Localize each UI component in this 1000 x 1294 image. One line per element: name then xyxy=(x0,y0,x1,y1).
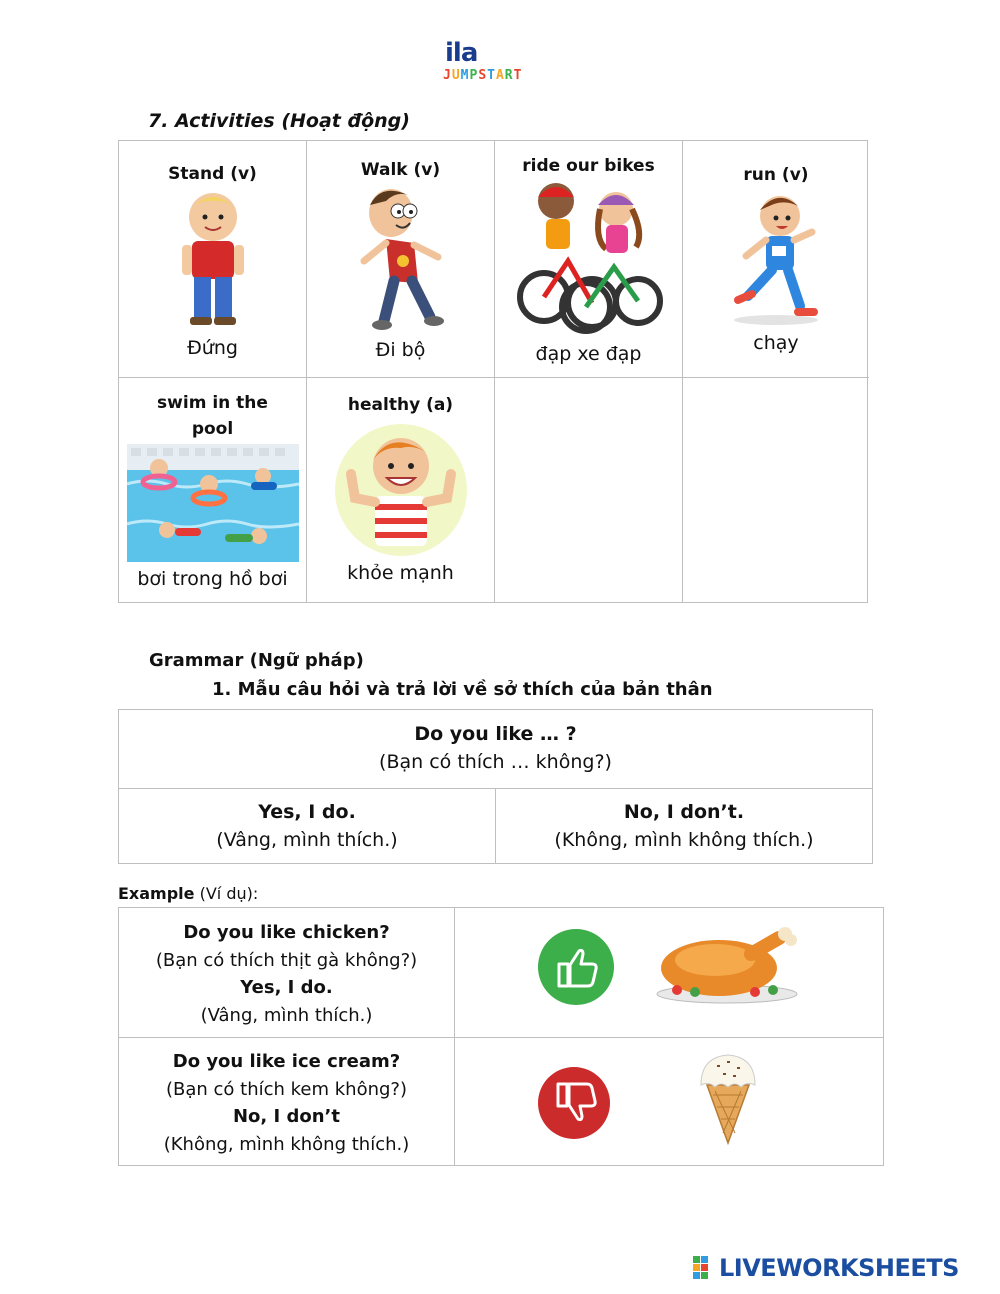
question-row: Do you like … ? (Bạn có thích … không?) xyxy=(119,710,872,789)
activity-cell-empty-2 xyxy=(683,378,869,602)
thumbs-up-icon xyxy=(537,928,615,1006)
activity-cell-empty-1 xyxy=(495,378,683,602)
section-title: 7. Activities (Hoạt động) xyxy=(148,110,410,132)
activity-cell-walk: Walk (v) Đi bộ xyxy=(307,141,495,378)
activity-cell-run: run (v) chạy xyxy=(683,141,869,378)
roast-chicken-icon xyxy=(655,922,801,1008)
kids-riding-bikes-illustration xyxy=(514,179,664,339)
no-answer-cell: No, I don’t. (Không, mình không thích.) xyxy=(554,801,814,851)
activity-cell-stand: Stand (v) Đứng xyxy=(119,141,307,378)
ice-cream-cone-icon xyxy=(697,1047,759,1145)
boy-standing-illustration xyxy=(168,187,258,327)
grammar-pattern-table xyxy=(118,709,873,864)
example-text-cell: Do you like ice cream? (Bạn có thích kem không?) No, I don’t (Không, mình không thích.) xyxy=(119,1037,455,1165)
jumpstart-wordmark: JUMPSTART xyxy=(443,68,523,83)
healthy-boy-illustration xyxy=(331,418,471,558)
examples-table xyxy=(118,907,884,1166)
liveworksheets-logo: LIVEWORKSHEETS xyxy=(693,1256,717,1284)
ila-logo: ila JUMPSTART xyxy=(443,38,523,83)
grammar-subtitle: 1. Mẫu câu hỏi và trả lời về sở thích của bản thân xyxy=(212,679,713,700)
activity-cell-swim: swim in the pool bơi trong hồ bơi xyxy=(119,378,307,602)
activity-cell-ride-bikes: ride our bikes đạp xe đạp xyxy=(495,141,683,378)
activity-cell-healthy: healthy (a) khỏe mạnh xyxy=(307,378,495,602)
thumbs-down-icon xyxy=(537,1066,611,1140)
example-text-cell: Do you like chicken? (Bạn có thích thịt gà không?) Yes, I do. (Vâng, mình thích.) xyxy=(119,908,455,1037)
example-row-chicken xyxy=(119,908,883,1038)
grammar-title: Grammar (Ngữ pháp) xyxy=(149,650,364,671)
boy-running-illustration xyxy=(726,188,826,328)
activities-table xyxy=(118,140,868,603)
yes-answer-cell: Yes, I do. (Vâng, mình thích.) xyxy=(119,788,496,863)
liveworksheets-icon xyxy=(693,1256,717,1280)
example-row-ice-cream xyxy=(119,1037,883,1165)
example-label: Example (Ví dụ): xyxy=(118,884,259,903)
swimming-pool-illustration xyxy=(127,444,299,562)
boy-walking-illustration xyxy=(346,183,456,333)
